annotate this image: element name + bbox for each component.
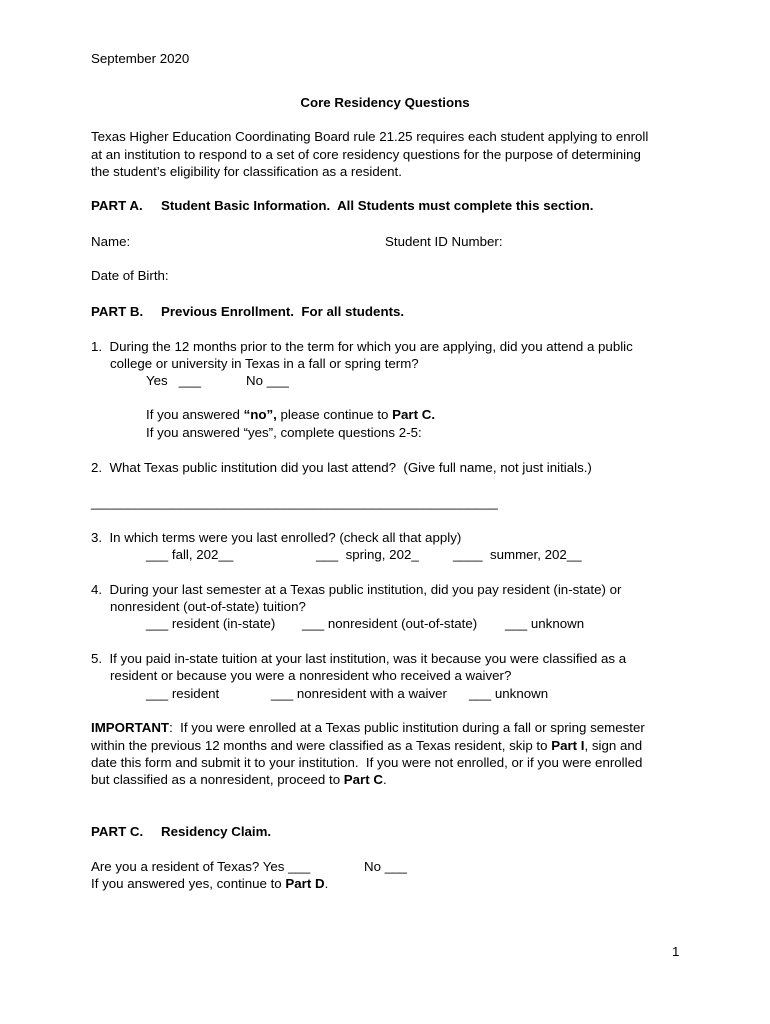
intro-line: at an institution to respond to a set of core residency questions for the purpose of determining bbox=[91, 147, 641, 162]
important-line bbox=[91, 719, 645, 736]
question-1-yes-option[interactable]: Yes ___ bbox=[146, 373, 201, 388]
tuition-nonresident-option[interactable]: ___ nonresident (out-of-state) bbox=[302, 616, 478, 631]
important-text: , sign and bbox=[584, 738, 643, 753]
part-b-heading: Previous Enrollment. For all students. bbox=[161, 304, 405, 319]
student-id-field-label: Student ID Number: bbox=[385, 234, 503, 249]
intro-line: Texas Higher Education Coordinating Board rule 21.25 requires each student applying to enroll bbox=[91, 129, 649, 144]
classification-resident-option[interactable]: ___ resident bbox=[146, 686, 220, 701]
texas-resident-no-option[interactable]: No ___ bbox=[364, 859, 407, 874]
part-c-note bbox=[91, 875, 328, 892]
important-text: : If you were enrolled at a Texas public institution during a fall or spring semester bbox=[169, 720, 645, 735]
question-1-yes-note: If you answered “yes”, complete questions 2-5: bbox=[146, 425, 422, 440]
date-of-birth-field-label: Date of Birth: bbox=[91, 268, 169, 283]
note-text: If you answered bbox=[146, 407, 244, 422]
page-number: 1 bbox=[672, 944, 680, 959]
part-a-heading: Student Basic Information. All Students must complete this section. bbox=[161, 198, 594, 213]
question-1-text: college or university in Texas in a fall or spring term? bbox=[110, 356, 419, 371]
tuition-unknown-option[interactable]: ___ unknown bbox=[505, 616, 585, 631]
term-fall-option[interactable]: ___ fall, 202__ bbox=[146, 547, 234, 562]
part-b-label: PART B. bbox=[91, 304, 144, 319]
note-no-emphasis: “no”, bbox=[243, 407, 277, 422]
term-spring-option[interactable]: ___ spring, 202_ bbox=[316, 547, 419, 562]
question-5-text: 5. If you paid in-state tuition at your last institution, was it because you were classified as a bbox=[91, 651, 627, 666]
document-title: Core Residency Questions bbox=[300, 95, 470, 110]
texas-resident-question[interactable]: Are you a resident of Texas? Yes ___ bbox=[91, 859, 311, 874]
question-4-text: 4. During your last semester at a Texas public institution, did you pay resident (in-state) or bbox=[91, 582, 622, 597]
classification-unknown-option[interactable]: ___ unknown bbox=[469, 686, 549, 701]
important-text: within the previous 12 months and were classified as a Texas resident, skip to bbox=[91, 738, 552, 753]
part-c-label: PART C. bbox=[91, 824, 144, 839]
note-text: If you answered yes, continue to bbox=[91, 876, 286, 891]
institution-answer-line[interactable]: _______________________________________________________ bbox=[91, 495, 498, 510]
question-1-no-note bbox=[146, 406, 435, 423]
tuition-resident-option[interactable]: ___ resident (in-state) bbox=[146, 616, 276, 631]
part-d-reference: Part D bbox=[285, 876, 325, 891]
part-c-reference: Part C bbox=[343, 772, 383, 787]
question-1-text: 1. During the 12 months prior to the term for which you are applying, did you attend a public bbox=[91, 339, 633, 354]
part-c-reference: Part C. bbox=[392, 407, 436, 422]
important-text: . bbox=[382, 772, 387, 787]
question-3-text: 3. In which terms were you last enrolled? (check all that apply) bbox=[91, 530, 462, 545]
important-line bbox=[91, 771, 387, 788]
part-a-label: PART A. bbox=[91, 198, 143, 213]
question-1-no-option[interactable]: No ___ bbox=[246, 373, 289, 388]
classification-waiver-option[interactable]: ___ nonresident with a waiver bbox=[271, 686, 447, 701]
question-5-text: resident or because you were a nonresident who received a waiver? bbox=[110, 668, 512, 683]
name-field-label: Name: bbox=[91, 234, 131, 249]
part-i-reference: Part I bbox=[551, 738, 585, 753]
important-line bbox=[91, 737, 642, 754]
note-text: please continue to bbox=[276, 407, 393, 422]
document-date: September 2020 bbox=[91, 51, 190, 66]
important-text: but classified as a nonresident, proceed to bbox=[91, 772, 344, 787]
term-summer-option[interactable]: ____ summer, 202__ bbox=[453, 547, 582, 562]
question-4-text: nonresident (out-of-state) tuition? bbox=[110, 599, 306, 614]
part-c-heading: Residency Claim. bbox=[161, 824, 272, 839]
important-line: date this form and submit it to your institution. If you were not enrolled, or if you were enrolled bbox=[91, 755, 643, 770]
question-2-text: 2. What Texas public institution did you last attend? (Give full name, not just initials.) bbox=[91, 460, 592, 475]
intro-line: the student’s eligibility for classification as a resident. bbox=[91, 164, 402, 179]
important-label: IMPORTANT bbox=[91, 720, 170, 735]
note-text: . bbox=[324, 876, 329, 891]
